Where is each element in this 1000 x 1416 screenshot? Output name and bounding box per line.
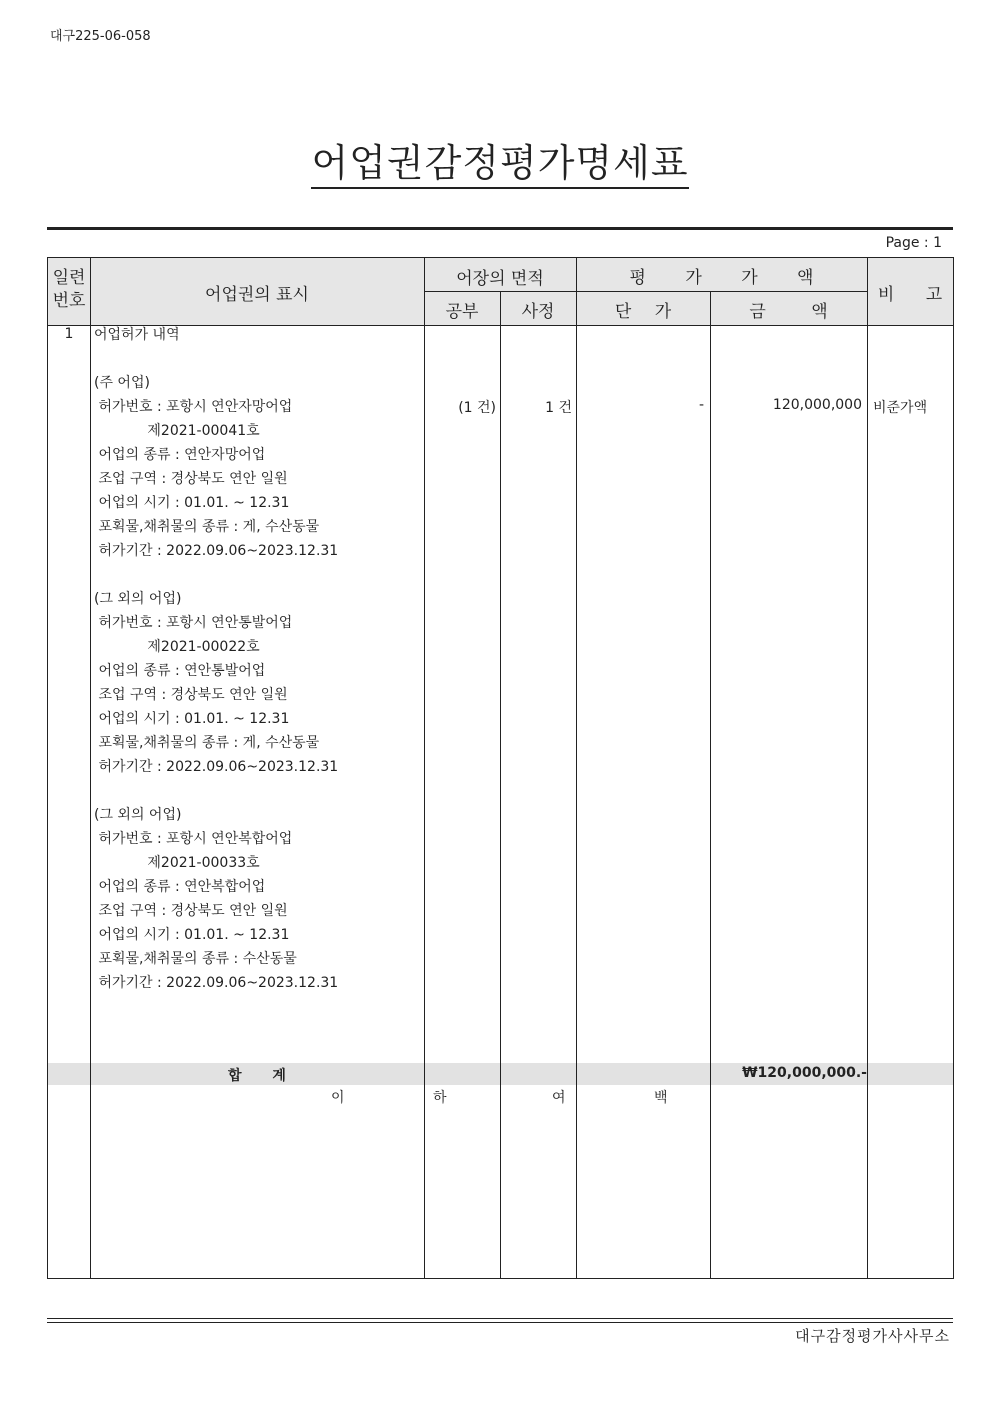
description-line: 어업의 시기 : 01.01. ~ 12.31 — [94, 495, 290, 511]
description-line — [94, 563, 424, 587]
closing-word-2: 하 — [433, 1090, 447, 1106]
header-area-group: 어장의 면적 — [456, 269, 544, 289]
col-divider-value — [710, 291, 711, 1278]
description-line: 어업의 종류 : 연안통발어업 — [94, 663, 266, 679]
col-divider-area — [500, 291, 501, 1278]
appraisal-table — [47, 257, 954, 1279]
col-divider-value-end — [867, 258, 868, 1278]
page-title — [0, 132, 1000, 187]
header-display: 어업권의 표시 — [205, 285, 309, 305]
description-line: 허가기간 : 2022.09.06~2023.12.31 — [94, 975, 339, 991]
bottom-rule — [47, 1318, 953, 1319]
area-actual-value: 1 건 — [545, 400, 572, 416]
description-line: 조업 구역 : 경상북도 연안 일원 — [94, 903, 288, 919]
description-line: 어업의 종류 : 연안자망어업 — [94, 447, 266, 463]
description-line: 제2021-00041호 — [94, 423, 260, 439]
col-divider-serial — [90, 258, 91, 1278]
closing-word-1: 이 — [331, 1090, 345, 1106]
closing-word-3: 여 — [552, 1090, 566, 1106]
unit-price-value: - — [698, 397, 704, 413]
office-name: 대구감정평가사사무소 — [795, 1327, 950, 1345]
description-line: 허가기간 : 2022.09.06~2023.12.31 — [94, 543, 339, 559]
header-subdivider — [424, 291, 867, 292]
description-line — [94, 779, 424, 803]
area-public-value: (1 건) — [458, 400, 496, 416]
header-amount: 금 액 — [749, 302, 828, 322]
header-area-public: 공부 — [445, 302, 479, 322]
header-serial — [48, 267, 90, 313]
header-value-group: 평 가 가 액 — [629, 268, 814, 288]
description-line: 허가번호 : 포항시 연안복합어업 — [94, 831, 293, 847]
description-line: 조업 구역 : 경상북도 연안 일원 — [94, 471, 288, 487]
top-rule — [47, 227, 953, 230]
description-line: 포획물,채취물의 종류 : 수산동물 — [94, 951, 297, 967]
description-line: 제2021-00033호 — [94, 855, 260, 871]
document-number: 대구225-06-058 — [50, 29, 151, 44]
description-line: (그 외의 어업) — [94, 591, 182, 607]
remark-value: 비준가액 — [873, 400, 928, 416]
row-serial: 1 — [64, 326, 74, 342]
description-line: 어업의 종류 : 연안복합어업 — [94, 879, 266, 895]
description-line: 어업의 시기 : 01.01. ~ 12.31 — [94, 711, 290, 727]
description-line: 제2021-00022호 — [94, 639, 260, 655]
description-line: 허가번호 : 포항시 연안자망어업 — [94, 399, 293, 415]
title-text: 어업권감정평가명세표 — [311, 141, 688, 189]
bottom-rule-double — [47, 1322, 953, 1323]
closing-word-4: 백 — [654, 1090, 668, 1106]
description-line: (그 외의 어업) — [94, 807, 182, 823]
description-line: 허가기간 : 2022.09.06~2023.12.31 — [94, 759, 339, 775]
page-number: Page : 1 — [885, 235, 942, 251]
total-amount: ₩120,000,000.- — [742, 1065, 867, 1081]
description-line: 조업 구역 : 경상북도 연안 일원 — [94, 687, 288, 703]
description-line: 어업의 시기 : 01.01. ~ 12.31 — [94, 927, 290, 943]
description-line: 포획물,채취물의 종류 : 게, 수산동물 — [94, 519, 320, 535]
description-line: 어업허가 내역 — [94, 327, 180, 343]
description-block — [94, 323, 424, 995]
description-line: 허가번호 : 포항시 연안통발어업 — [94, 615, 293, 631]
description-line: (주 어업) — [94, 375, 150, 391]
total-label: 합 계 — [228, 1068, 286, 1084]
header-area-actual: 사정 — [521, 302, 555, 322]
header-serial-line2: 번호 — [52, 291, 86, 311]
header-unit-price: 단 가 — [614, 302, 672, 322]
description-line: 포획물,채취물의 종류 : 게, 수산동물 — [94, 735, 320, 751]
header-serial-line1: 일련 — [52, 268, 86, 288]
amount-value: 120,000,000 — [772, 397, 862, 413]
header-remarks: 비 고 — [877, 285, 943, 305]
description-line — [94, 347, 424, 371]
